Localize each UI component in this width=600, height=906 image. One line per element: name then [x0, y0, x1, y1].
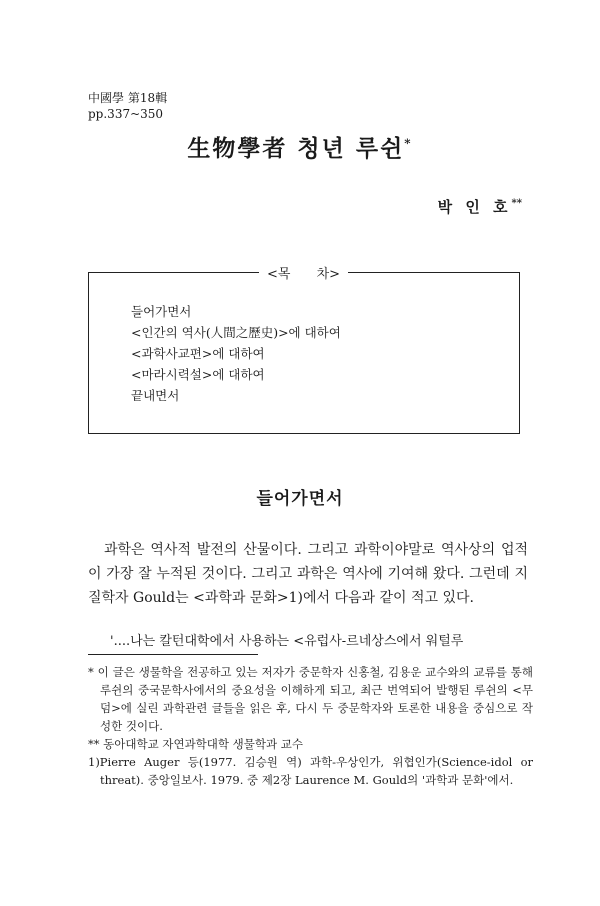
toc-item: <마라시력설>에 대하여	[131, 367, 265, 382]
body-paragraph: 과학은 역사적 발전의 산물이다. 그리고 과학이야말로 역사상의 업적이 가장 잘 누적된 것이다. 그리고 과학은 역사에 기여해 왔다. 그런데 지질학자 Gould는 <과학과 문화>1)에서 다음과 같이 적고 있다.	[88, 542, 528, 606]
toc-list	[131, 301, 341, 406]
toc-item: 들어가면서	[131, 304, 192, 319]
author-name: 박 인 호	[437, 198, 512, 216]
section-heading: 들어가면서	[256, 489, 344, 509]
toc-item: <인간의 역사(人間之歷史)>에 대하여	[131, 325, 341, 340]
footnote-divider	[88, 654, 258, 655]
article-title-block	[0, 130, 600, 163]
table-of-contents	[88, 267, 520, 434]
journal-header	[88, 90, 167, 122]
footnote-double-star: ** 동아대학교 자연과학대학 생물학과 교수	[88, 737, 303, 751]
page-range: pp.337~350	[88, 107, 164, 121]
footnote-star: * 이 글은 생물학을 전공하고 있는 저자가 중문학자 신홍철, 김용운 교수와의 교류를 통해 루쉰의 중국문학사에서의 중요성을 이해하게 되고, 최근 번역되어 발행된 루쉰의 <무덤>에 실린 과학관련 글들을 읽은 후, 다시 두 중문학자와 토론한 내용을 중심으로 작성한 것이다.	[88, 665, 533, 733]
toc-item: <과학사교편>에 대하여	[131, 346, 265, 361]
footnotes	[88, 663, 533, 789]
toc-heading: <목 차>	[259, 263, 348, 282]
author-block	[438, 196, 522, 217]
journal-name: 中國學 第18輯	[88, 91, 168, 105]
quote-line: '....나는 칼턴대학에서 사용하는 <유럽사-르네상스에서 워털루	[110, 634, 464, 649]
article-title: 生物學者 청년 루쉰	[187, 135, 405, 162]
footnote-1: 1)Pierre Auger 등(1977. 김승원 역) 과학-우상인가, 위협인가(Science-idol or threat). 중앙일보사. 1979. 중 제2장 Laurence M. Gould의 '과학과 문화'에서.	[88, 755, 533, 787]
title-footnote-mark: *	[404, 136, 413, 151]
toc-item: 끝내면서	[131, 388, 180, 403]
author-footnote-mark: **	[511, 198, 522, 209]
